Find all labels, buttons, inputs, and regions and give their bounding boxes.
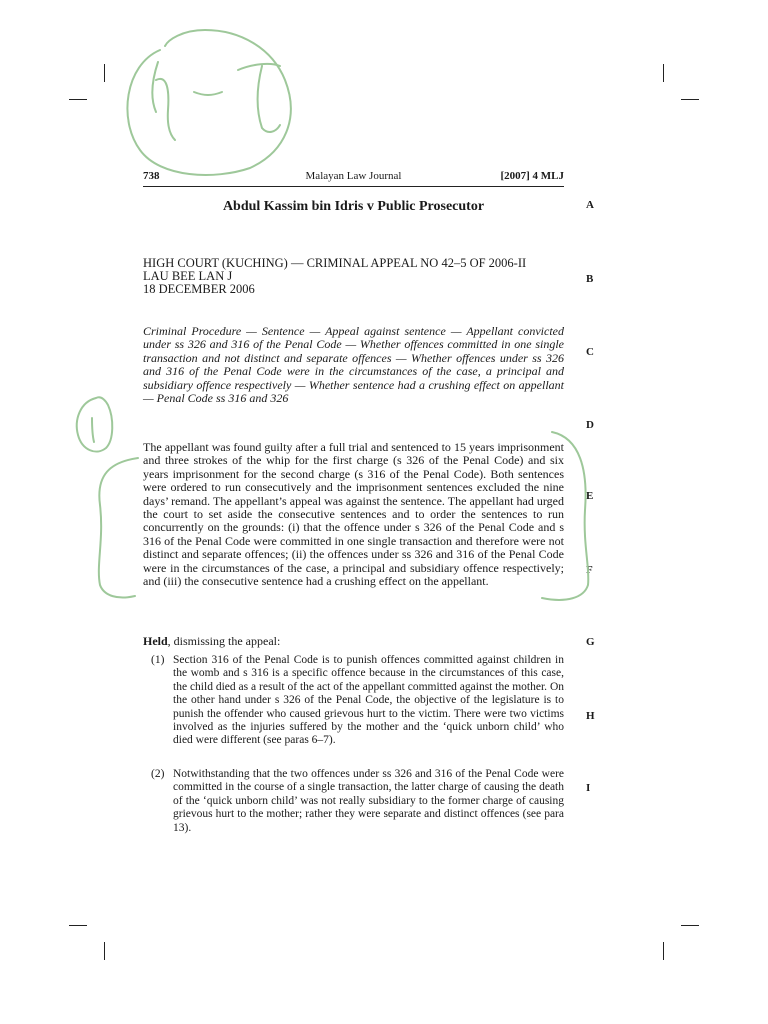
case-title: Abdul Kassim bin Idris v Public Prosecutor <box>222 199 485 214</box>
margin-letter: D <box>586 419 594 431</box>
held-item-number: (1) <box>151 654 165 666</box>
margin-letter: B <box>586 273 594 285</box>
margin-letter: C <box>586 346 594 358</box>
margin-letter: E <box>586 490 594 502</box>
date-line: 18 DECEMBER 2006 <box>143 282 255 296</box>
ink-right-bracket <box>542 432 588 600</box>
margin-letter: I <box>586 782 591 794</box>
ink-left-bracket <box>99 458 138 598</box>
held-item-number: (2) <box>151 768 165 780</box>
court-line: HIGH COURT (KUCHING) — CRIMINAL APPEAL NO 42–5 OF 2006-II <box>143 256 527 270</box>
ink-scribble-dash <box>194 92 222 95</box>
ink-scribble-4 <box>152 62 175 140</box>
facts-paragraph: The appellant was found guilty after a full trial and sentenced to 15 years imprisonment and three strokes of the whip for the first charge (s 326 of the Penal Code) and six years imprisonment for the second charge (s 316 of the Penal Code). Both sentences were ordered to run consecutively and the imprisonment sentences excluded the nine days’ remand. The appellant’s appeal was against the sentence. The appellant had urged the court to set aside the consecutive sentences and to order the sentences to run concurrently on the grounds: (i) that the offence under s 326 of the Penal Code and s 316 of the Penal Code were committed in one single transaction and therefore were not distinct and separate offences; (ii) the offences under ss 326 and 316 of the Penal Code were in the circumstances of the case, a principal and subsidiary offence respectively; and (iii) the consecutive sentence had a crushing effect on the appellant. <box>143 440 564 589</box>
held-label: Held <box>143 634 168 648</box>
margin-letter: H <box>586 710 595 722</box>
catchwords: Criminal Procedure — Sentence — Appeal against sentence — Appellant convicted under ss 326 and 316 of the Penal Code — Whether offences committed in one single transaction and not distinct and separate offences — Whether offences under ss 326 and 316 of the Penal Code were in the circumstances of the case, a principal and subsidiary offence respectively — Whether sentence had a crushing effect on appellant — Penal Code ss 316 and 326 <box>143 324 564 406</box>
margin-letter: A <box>586 199 594 211</box>
held-suffix: , dismissing the appeal: <box>167 634 281 648</box>
ink-circle <box>127 30 290 175</box>
page-number: 738 <box>143 170 160 182</box>
held-item-text: Section 316 of the Penal Code is to punish offences committed against children in the womb and s 316 is a specific offence because in the circumstances of this case, the child died as a result of the act of the appellant committed against the mother. On the other hand under s 326 of the Penal Code, the objective of the legislature is to punish the offender who caused grievous hurt to the victim. There were two victims involved as the injuries suffered by the mother and the ‘quick unborn child’ who died were different (see paras 6–7). <box>173 654 564 747</box>
ink-side-circle <box>77 397 112 451</box>
margin-letter: F <box>586 564 593 576</box>
held-item-text: Notwithstanding that the two offences under ss 326 and 316 of the Penal Code were committed in the course of a single transaction, the latter charge of causing the death of the ‘quick unborn child’ was not really subsidiary to the former charge of causing grievous hurt to the mother; rather they were separate and distinct offences (see para 13). <box>173 768 564 834</box>
journal-name: Malayan Law Journal <box>305 170 402 182</box>
judge-line: LAU BEE LAN J <box>143 269 233 283</box>
ink-scribble-7 <box>238 64 280 132</box>
citation: [2007] 4 MLJ <box>500 170 564 182</box>
margin-letter: G <box>586 636 595 648</box>
ink-side-one <box>92 418 94 442</box>
